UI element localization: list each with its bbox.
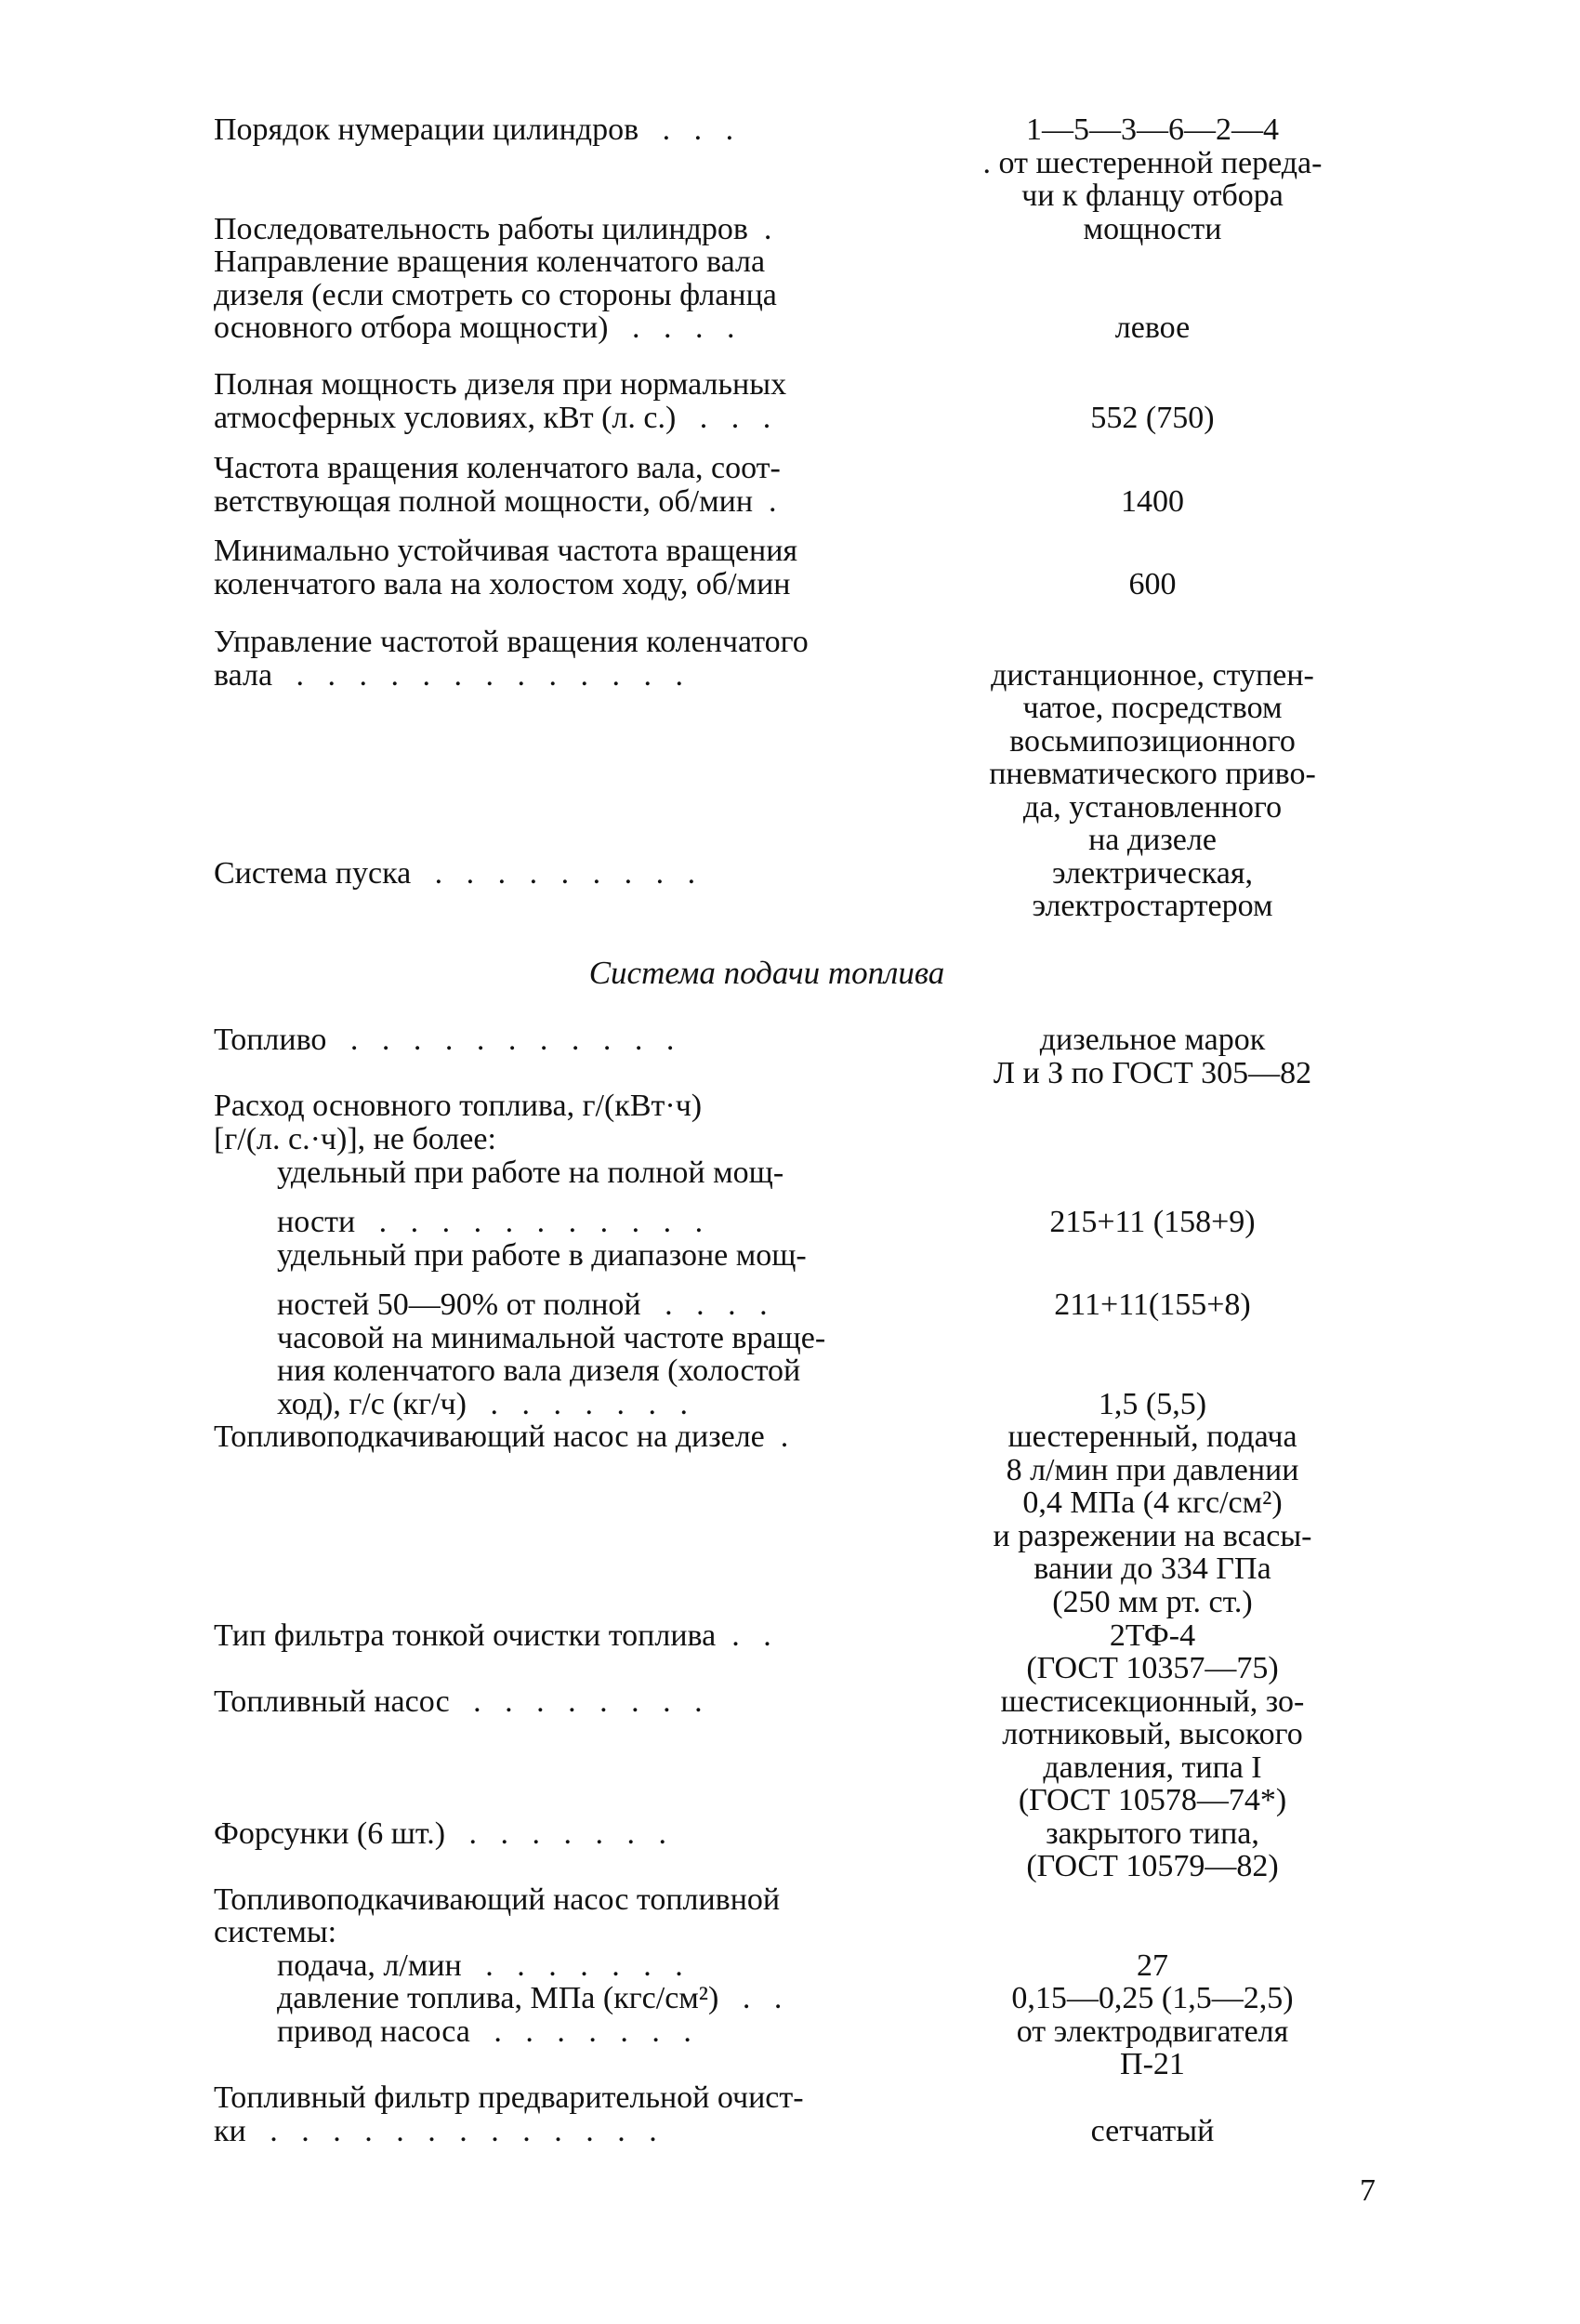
param-value: 552 (750)	[1090, 401, 1215, 435]
param-value: . от шестеренной переда-	[982, 146, 1323, 180]
page-number: 7	[1360, 2173, 1376, 2208]
param-label: основного отбора мощности) . . . .	[214, 310, 735, 345]
param-value: да, установленного	[1022, 790, 1283, 825]
param-label: Порядок нумерации цилиндров . . .	[214, 112, 734, 147]
param-value: чи к фланцу отбора	[1021, 178, 1284, 213]
param-label: дизеля (если смотреть со стороны фланца	[214, 278, 777, 312]
param-label: Топливоподкачивающий насос на дизеле .	[214, 1419, 789, 1454]
param-value: давления, типа I	[1043, 1750, 1262, 1785]
param-value: лотниковый, высокого	[1002, 1717, 1303, 1751]
param-label: Топливный насос . . . . . . . .	[214, 1684, 703, 1719]
param-label: Частота вращения коленчатого вала, соот-	[214, 451, 781, 485]
param-value: на дизеле	[1088, 823, 1217, 857]
param-value: чатое, посредством	[1022, 691, 1283, 725]
param-value: 2ТФ-4	[1109, 1618, 1196, 1653]
section-heading: Система подачи топлива	[588, 955, 945, 991]
param-value: закрытого типа,	[1046, 1816, 1259, 1851]
param-value: 1,5 (5,5)	[1098, 1387, 1207, 1421]
param-value: (ГОСТ 10578—74*)	[1018, 1783, 1287, 1817]
param-label: Топливоподкачивающий насос топливной	[214, 1882, 781, 1917]
param-value: (ГОСТ 10357—75)	[1026, 1651, 1279, 1685]
param-label: Топливный фильтр предварительной очист-	[214, 2080, 804, 2115]
param-label: Минимально устойчивая частота вращения	[214, 534, 798, 568]
param-label: коленчатого вала на холостом ходу, об/мин	[214, 567, 791, 601]
param-label: Направление вращения коленчатого вала	[214, 244, 766, 279]
param-label: Полная мощность дизеля при нормальных	[214, 367, 787, 402]
param-label: давление топлива, МПа (кгс/см²) . .	[277, 1981, 783, 2015]
param-label: Расход основного топлива, г/(кВт·ч)	[214, 1089, 703, 1123]
param-label: ностей 50—90% от полной . . . .	[277, 1287, 768, 1322]
param-value: дизельное марок	[1039, 1023, 1266, 1057]
param-value: восьмипозиционного	[1009, 724, 1296, 759]
param-value: электростартером	[1032, 889, 1273, 923]
param-value: дистанционное, ступен-	[991, 658, 1314, 693]
param-value: 0,15—0,25 (1,5—2,5)	[1011, 1981, 1294, 2015]
param-label: ки . . . . . . . . . . . . .	[214, 2114, 657, 2148]
param-label: Форсунки (6 шт.) . . . . . . .	[214, 1816, 667, 1851]
param-label: Тип фильтра тонкой очистки топлива . .	[214, 1618, 771, 1653]
param-label: атмосферных условиях, кВт (л. с.) . . .	[214, 401, 771, 435]
param-value: 215+11 (158+9)	[1049, 1205, 1256, 1239]
param-label: [г/(л. с.·ч)], не более:	[214, 1122, 496, 1156]
param-label: Управление частотой вращения коленчатого	[214, 625, 809, 659]
param-label: привод насоса . . . . . . .	[277, 2014, 691, 2049]
param-value: мощности	[1083, 212, 1222, 246]
param-label: Последовательность работы цилиндров .	[214, 212, 772, 246]
param-value: (250 мм рт. ст.)	[1052, 1585, 1253, 1619]
param-label: удельный при работе в диапазоне мощ-	[277, 1238, 807, 1273]
param-value: пневматического приво-	[989, 757, 1316, 791]
param-value: левое	[1114, 310, 1191, 345]
param-value: шестисекционный, зо-	[1000, 1684, 1305, 1719]
param-value: П-21	[1120, 2047, 1185, 2081]
param-value: 211+11(155+8)	[1054, 1287, 1251, 1322]
param-label: ход), г/с (кг/ч) . . . . . . .	[277, 1387, 688, 1421]
param-label: часовой на минимальной частоте враще-	[277, 1321, 826, 1355]
param-label: удельный при работе на полной мощ-	[277, 1155, 784, 1190]
param-label: ветствующая полной мощности, об/мин .	[214, 484, 777, 519]
param-label: ности . . . . . . . . . . .	[277, 1205, 704, 1239]
param-value: 27	[1137, 1948, 1168, 1983]
param-value: 600	[1128, 567, 1177, 601]
param-label: ния коленчатого вала дизеля (холостой	[277, 1353, 801, 1388]
param-value: шестеренный, подача	[1007, 1419, 1297, 1454]
param-value: (ГОСТ 10579—82)	[1026, 1849, 1279, 1883]
param-value: и разрежении на всасы-	[993, 1519, 1312, 1553]
param-label: вала . . . . . . . . . . . . .	[214, 658, 684, 693]
param-value: от электродвигателя	[1016, 2014, 1289, 2049]
param-label: системы:	[214, 1915, 337, 1949]
param-value: сетчатый	[1090, 2114, 1215, 2148]
param-value: 1400	[1121, 484, 1184, 519]
param-value: 8 л/мин при давлении	[1006, 1453, 1299, 1487]
param-value: 1—5—3—6—2—4	[1026, 112, 1279, 147]
param-value: 0,4 МПа (4 кгс/см²)	[1022, 1486, 1283, 1520]
param-value: электрическая,	[1052, 856, 1253, 891]
param-label: подача, л/мин . . . . . . .	[277, 1948, 683, 1983]
param-value: вании до 334 ГПа	[1034, 1552, 1271, 1586]
param-value: Л и З по ГОСТ 305—82	[993, 1056, 1312, 1090]
param-label: Система пуска . . . . . . . . .	[214, 856, 696, 891]
param-label: Топливо . . . . . . . . . . .	[214, 1023, 675, 1057]
